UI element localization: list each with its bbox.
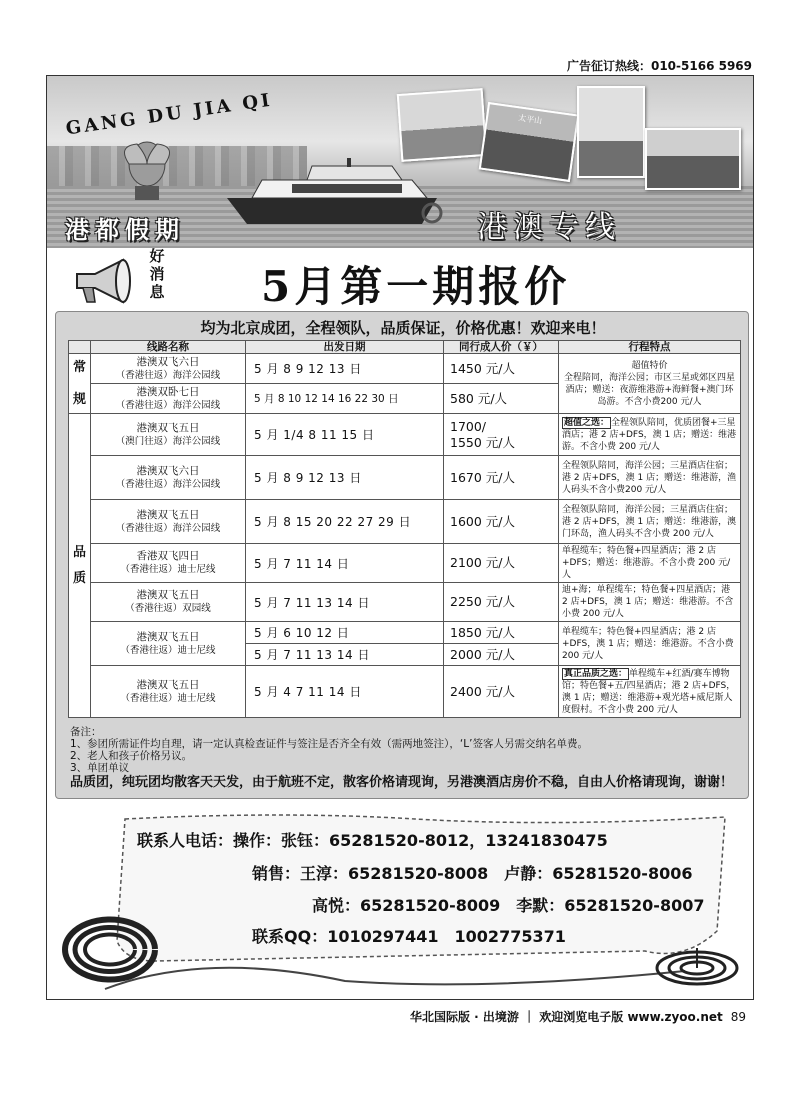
route-features: 超值特价 全程陪同，海洋公园；市区三星或郊区四星酒店；赠送：夜游维港游+海鲜餐+澳门环岛游。不含小费200 元/人 — [559, 354, 741, 414]
table-row — [69, 354, 741, 384]
good-news-label: 好 消 息 — [149, 247, 165, 301]
route-name: 港澳双飞六日 （香港往返）海洋公园线 — [91, 456, 246, 500]
photo-victoria-peak — [479, 102, 580, 182]
route-features: 全程领队陪同，海洋公园；三星酒店住宿；港 2 店+DFS，澳 1 店；赠送：维港游，渔人码头不含小费200 元/人 — [559, 456, 741, 500]
route-name: 香港双飞四日 （香港往返）迪士尼线 — [91, 544, 246, 583]
ferry-illustration — [222, 158, 452, 228]
adult-price: 1600 元/人 — [444, 500, 559, 544]
route-name: 港澳双飞五日 （澳门往返）海洋公园线 — [91, 414, 246, 456]
notes-title: 备注： — [70, 726, 102, 738]
departure-dates: 5 月 7 11 13 14 日 — [246, 644, 444, 666]
table-row — [69, 666, 741, 718]
col-header-features: 行程特点 — [559, 341, 741, 354]
note-item: 1、参团所需证件均自理，请一定认真检查证件与签注是否齐全有效（需两地签注），‘L’签客人另需交纳名单费。 — [70, 738, 588, 750]
notes — [70, 726, 740, 790]
route-name: 港澳双卧七日 （香港往返）海洋公园线 — [91, 384, 246, 414]
banner — [47, 76, 753, 248]
note-item: 2、老人和孩子价格另议。 — [70, 750, 193, 762]
table-row — [69, 622, 741, 644]
departure-dates: 5 月 7 11 13 14 日 — [246, 583, 444, 622]
adult-price: 580 元/人 — [444, 384, 559, 414]
route-name: 港澳双飞五日 （香港往返）迪士尼线 — [91, 666, 246, 718]
route-features: 全程领队陪同，海洋公园；三星酒店住宿；港 2 店+DFS，澳 1 店；赠送：维港游，澳门环岛，渔人码头不含小费 200 元/人 — [559, 500, 741, 544]
departure-dates: 5 月 1/4 8 11 15 日 — [246, 414, 444, 456]
adult-price: 1850 元/人 — [444, 622, 559, 644]
adult-price: 1670 元/人 — [444, 456, 559, 500]
departure-dates: 5 月 8 9 12 13 日 — [246, 354, 444, 384]
slogan: 均为北京成团，全程领队，品质保证，价格优惠！欢迎来电！ — [200, 319, 606, 337]
col-header-route: 线路名称 — [91, 341, 246, 354]
departure-dates: 5 月 4 7 11 14 日 — [246, 666, 444, 718]
departure-dates: 5 月 6 10 12 日 — [246, 622, 444, 644]
brand-english: GANG DU JIA QI — [64, 89, 274, 140]
route-name: 港澳双飞六日 （香港往返）海洋公园线 — [91, 354, 246, 384]
col-header-dates: 出发日期 — [246, 341, 444, 354]
adult-price: 2000 元/人 — [444, 644, 559, 666]
route-name: 港澳双飞五日 （香港往返）海洋公园线 — [91, 500, 246, 544]
departure-dates: 5 月 7 11 14 日 — [246, 544, 444, 583]
adult-price: 2250 元/人 — [444, 583, 559, 622]
adult-price: 1700/ 1550 元/人 — [444, 414, 559, 456]
category-quality: 品 质 — [69, 414, 91, 718]
route-features: 迪+海；单程缆车；特色餐+四星酒店；港 2 店+DFS，澳 1 店；赠送：维港游。不含小费 200 元/人 — [559, 583, 741, 622]
note-item: 3、单团单议 — [70, 762, 130, 774]
photo-temple-gate — [645, 128, 741, 190]
footer — [410, 1008, 746, 1025]
photo-caption: 太平山 — [517, 113, 543, 126]
photo-beach — [397, 88, 488, 162]
contact-line-qq: 联系QQ：1010297441 1002775371 — [252, 927, 566, 946]
notes-final: 品质团，纯玩团均散客天天发，由于航班不定，散客价格请现询，另港澳酒店房价不稳，自由人价格请现询，谢谢！ — [70, 775, 734, 790]
bauhinia-emblem-icon — [107, 136, 187, 206]
feature-highlight: 超值之选： — [564, 417, 610, 428]
route-features: 单程缆车；特色餐+四星酒店；港 2 店+DFS，澳 1 店；赠送：维港游。不含小费 200 元/人 — [559, 622, 741, 666]
page-number: 89 — [730, 1010, 747, 1024]
departure-dates: 5 月 8 9 12 13 日 — [246, 456, 444, 500]
line-name: 港澳专线 — [477, 210, 621, 245]
departure-dates: 5 月 8 10 12 14 16 22 30 日 — [246, 384, 444, 414]
adult-price: 1450 元/人 — [444, 354, 559, 384]
departure-dates: 5 月 8 15 20 22 27 29 日 — [246, 500, 444, 544]
megaphone-icon — [69, 256, 135, 306]
col-header-price: 同行成人价（￥） — [444, 341, 559, 354]
contact-line-operations: 联系人电话：操作：张钰：65281520-8012，13241830475 — [137, 831, 608, 850]
price-panel — [55, 311, 749, 799]
table-row — [69, 500, 741, 544]
contact-line-sales-2: 高悦：65281520-8009 李默：65281520-8007 — [312, 896, 705, 915]
price-table — [68, 340, 741, 718]
table-row — [69, 583, 741, 622]
route-features: 真正品质之选： 单程缆车+红酒/赛车博物馆；特色餐+五/四星酒店；港 2 店+DFS，澳 1 店；赠送：维港游+观光塔+威尼斯人度假村。不含小费 200 元/人 — [559, 666, 741, 718]
adult-price: 2100 元/人 — [444, 544, 559, 583]
route-features: 超值之选： 全程领队陪同，优质团餐+三星酒店；港 2 店+DFS，澳 1 店；赠送：维港游。不含小费 200 元/人 — [559, 414, 741, 456]
route-name: 港澳双飞五日 （香港往返）双园线 — [91, 583, 246, 622]
table-row — [69, 414, 741, 456]
table-header-row — [69, 341, 741, 354]
route-name: 港澳双飞五日 （香港往返）迪士尼线 — [91, 622, 246, 666]
footer-text: 华北国际版 · 出境游 ｜ 欢迎浏览电子版 www.zyoo.net — [410, 1010, 723, 1024]
contact-line-sales-1: 销售：王淳：65281520-8008 卢静：65281520-8006 — [252, 864, 693, 883]
category-regular: 常 规 — [69, 354, 91, 414]
photo-golden-bauhinia — [577, 86, 645, 178]
table-row — [69, 544, 741, 583]
mosquito-coil-icon — [647, 938, 747, 998]
adult-price: 2400 元/人 — [444, 666, 559, 718]
brand-chinese: 港都假期 — [65, 215, 185, 244]
route-features: 单程缆车；特色餐+四星酒店；港 2 店+DFS；赠送：维港游。不含小费 200 元/人 — [559, 544, 741, 583]
coil-icon — [55, 914, 165, 984]
table-row — [69, 456, 741, 500]
ad-hotline: 广告征订热线：010-5166 5969 — [566, 59, 752, 73]
page-title: 5月第一期报价 — [261, 262, 571, 311]
page-frame — [46, 75, 754, 1000]
feature-highlight: 真正品质之选： — [564, 668, 628, 679]
